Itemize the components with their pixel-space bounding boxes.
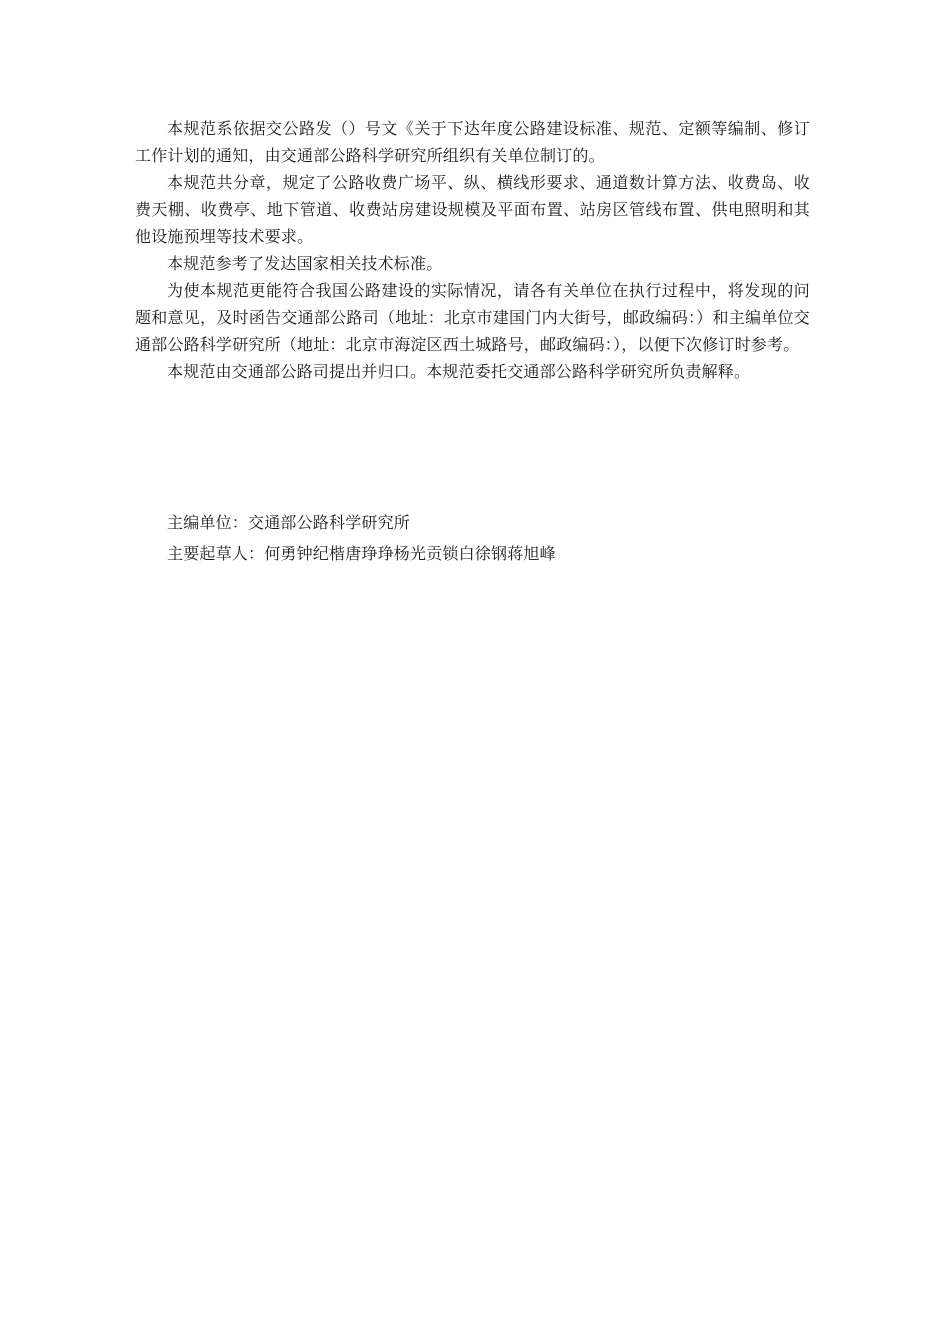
paragraph-reference: 本规范参考了发达国家相关技术标准。 — [167, 254, 443, 273]
paragraph-scope: 本规范共分章，规定了公路收费广场平、纵、横线形要求、通道数计算方法、收费岛、收费天棚、收费亭、地下管道、收费站房建设规模及平面布置、站房区管线布置、供电照明和其他设施预埋等技术要求。 — [135, 173, 810, 246]
chief-editor-unit: 主编单位：交通部公路科学研究所 — [167, 513, 411, 532]
preface-body — [135, 115, 810, 385]
paragraph-basis: 本规范系依据交公路发（）号文《关于下达年度公路建设标准、规范、定额等编制、修订工作计划的通知，由交通部公路科学研究所组织有关单位制订的。 — [135, 119, 810, 165]
credits-block — [135, 507, 810, 569]
main-drafters: 主要起草人：何勇钟纪楷唐琤琤杨光贡锁白徐钢蒋旭峰 — [167, 544, 556, 563]
paragraph-feedback: 为使本规范更能符合我国公路建设的实际情况，请各有关单位在执行过程中，将发现的问题和意见，及时函告交通部公路司（地址：北京市建国门内大街号，邮政编码：）和主编单位交通部公路科学研究所（地址：北京市海淀区西土城路号，邮政编码：），以便下次修订时参考。 — [135, 281, 810, 354]
paragraph-interpretation: 本规范由交通部公路司提出并归口。本规范委托交通部公路科学研究所负责解释。 — [167, 362, 751, 381]
